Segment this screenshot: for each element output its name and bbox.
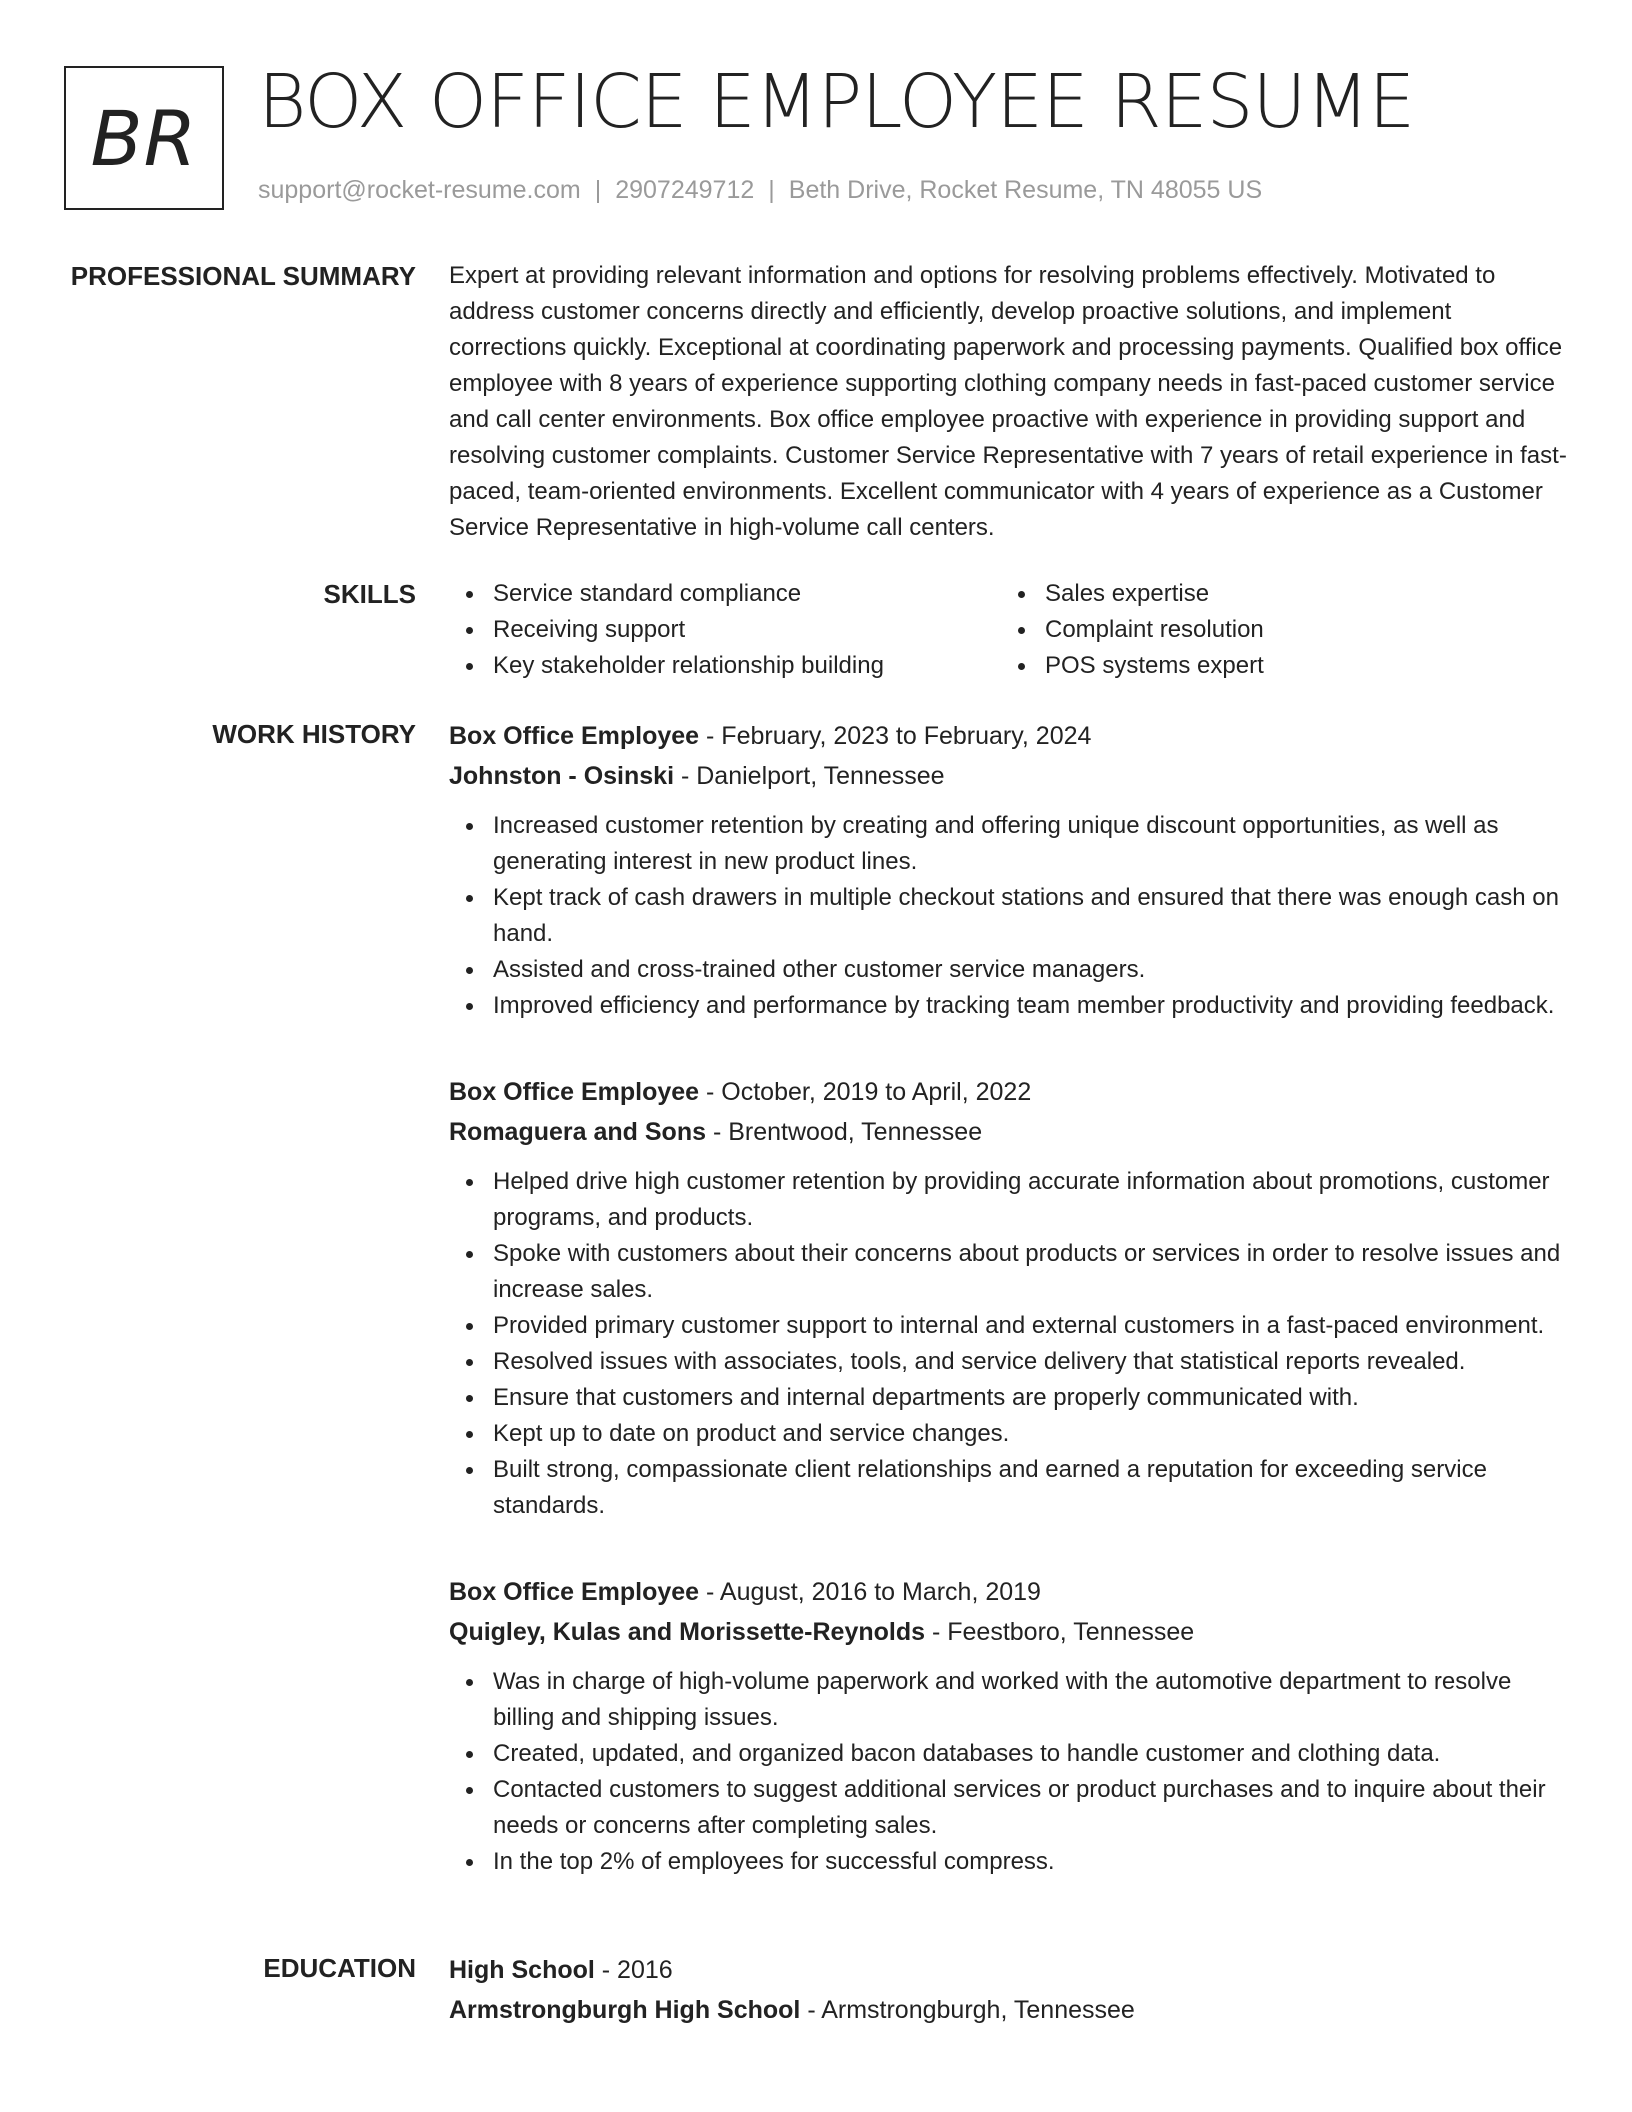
job-entry [449,1572,1574,1880]
skills-heading: SKILLS [323,579,416,609]
job-title: Box Office Employee [449,1078,700,1106]
contact-phone[interactable]: 2907249712 [615,176,755,204]
skills-column-left [449,576,1001,684]
job-bullet: Contacted customers to suggest additional services or product purchases and to inquire about their needs or concerns after completing sales. [449,1772,1574,1844]
job-bullet: Kept track of cash drawers in multiple checkout stations and ensured that there was enough cash on hand. [449,880,1574,952]
job-bullets [449,808,1574,1024]
job-bullet: Resolved issues with associates, tools, and service delivery that statistical reports revealed. [449,1344,1574,1380]
skill-item: Receiving support [449,612,1001,648]
job-bullet: Created, updated, and organized bacon databases to handle customer and clothing data. [449,1736,1574,1772]
education-year: - 2016 [594,1956,673,1984]
job-bullet: Spoke with customers about their concerns about products or services in order to resolve issues and increase sales. [449,1236,1574,1308]
job-title-line [449,716,1574,756]
job-bullets [449,1664,1574,1880]
job-bullet: Increased customer retention by creating and offering unique discount opportunities, as well as generating interest in new product lines. [449,808,1574,880]
contact-separator: | [768,176,775,204]
job-company: Johnston - Osinski [449,762,675,790]
skill-item: Complaint resolution [1001,612,1561,648]
skill-item: Key stakeholder relationship building [449,648,1001,684]
contact-address: Beth Drive, Rocket Resume, TN 48055 US [788,176,1263,204]
job-bullet: Provided primary customer support to internal and external customers in a fast-paced environment. [449,1308,1574,1344]
skills-column-right [1001,576,1561,684]
job-company: Romaguera and Sons [449,1118,706,1146]
job-bullet: Assisted and cross-trained other customer service managers. [449,952,1574,988]
job-company: Quigley, Kulas and Morissette-Reynolds [449,1618,926,1646]
job-bullet: Ensure that customers and internal departments are properly communicated with. [449,1380,1574,1416]
education-degree-line [449,1950,1574,1990]
job-bullet: Improved efficiency and performance by tracking team member productivity and providing feedback. [449,988,1574,1024]
job-bullet: Built strong, compassionate client relationships and earned a reputation for exceeding service standards. [449,1452,1574,1524]
job-bullet: Was in charge of high-volume paperwork and worked with the automotive department to resolve billing and shipping issues. [449,1664,1574,1736]
job-dates: - February, 2023 to February, 2024 [699,722,1092,750]
resume-title: BOX OFFICE EMPLOYEE RESUME [258,59,1415,145]
job-title-line [449,1572,1574,1612]
education-body [449,1950,1574,2030]
job-company-line [449,1612,1574,1652]
skills-grid [449,576,1574,684]
education-location: - Armstrongburgh, Tennessee [800,1996,1135,2024]
education-school-line [449,1990,1574,2030]
monogram-logo: BR [64,66,224,210]
job-location: - Feestboro, Tennessee [925,1618,1195,1646]
skill-item: Service standard compliance [449,576,1001,612]
job-title: Box Office Employee [449,1578,700,1606]
contact-email[interactable]: support@rocket-resume.com [258,176,581,204]
job-company-line [449,1112,1574,1152]
education-degree: High School [449,1956,595,1984]
skill-item: POS systems expert [1001,648,1561,684]
job-location: - Brentwood, Tennessee [706,1118,983,1146]
work-history-heading: WORK HISTORY [212,719,416,749]
skill-item: Sales expertise [1001,576,1561,612]
job-dates: - August, 2016 to March, 2019 [699,1578,1041,1606]
job-bullet: In the top 2% of employees for successful compress. [449,1844,1574,1880]
job-location: - Danielport, Tennessee [674,762,945,790]
summary-text: Expert at providing relevant information and options for resolving problems effectively. Motivated to address customer concerns directly and efficiently, develop proactive solutions, and implement corrections quickly. Exceptional at coordinating paperwork and processing payments. Qualified box office employee with 8 years of experience supporting clothing company needs in fast-paced customer service and call center environments. Box office employee proactive with experience in providing support and resolving customer complaints. Customer Service Representative with 7 years of retail experience in fast-paced, team-oriented environments. Excellent communicator with 4 years of experience as a Customer Service Representative in high-volume call centers. [449,262,1567,541]
job-company-line [449,756,1574,796]
job-entry [449,1072,1574,1524]
job-bullet: Helped drive high customer retention by providing accurate information about promotions, customer programs, and products. [449,1164,1574,1236]
job-title: Box Office Employee [449,722,700,750]
job-entry [449,716,1574,1024]
education-heading: EDUCATION [263,1953,416,1983]
contact-line [258,172,1598,208]
job-title-line [449,1072,1574,1112]
summary-heading: PROFESSIONAL SUMMARY [70,261,416,291]
job-bullets [449,1164,1574,1524]
contact-separator: | [594,176,602,204]
work-history-body [449,716,1574,1928]
job-dates: - October, 2019 to April, 2022 [699,1078,1032,1106]
job-bullet: Kept up to date on product and service changes. [449,1416,1574,1452]
education-school: Armstrongburgh High School [449,1996,801,2024]
